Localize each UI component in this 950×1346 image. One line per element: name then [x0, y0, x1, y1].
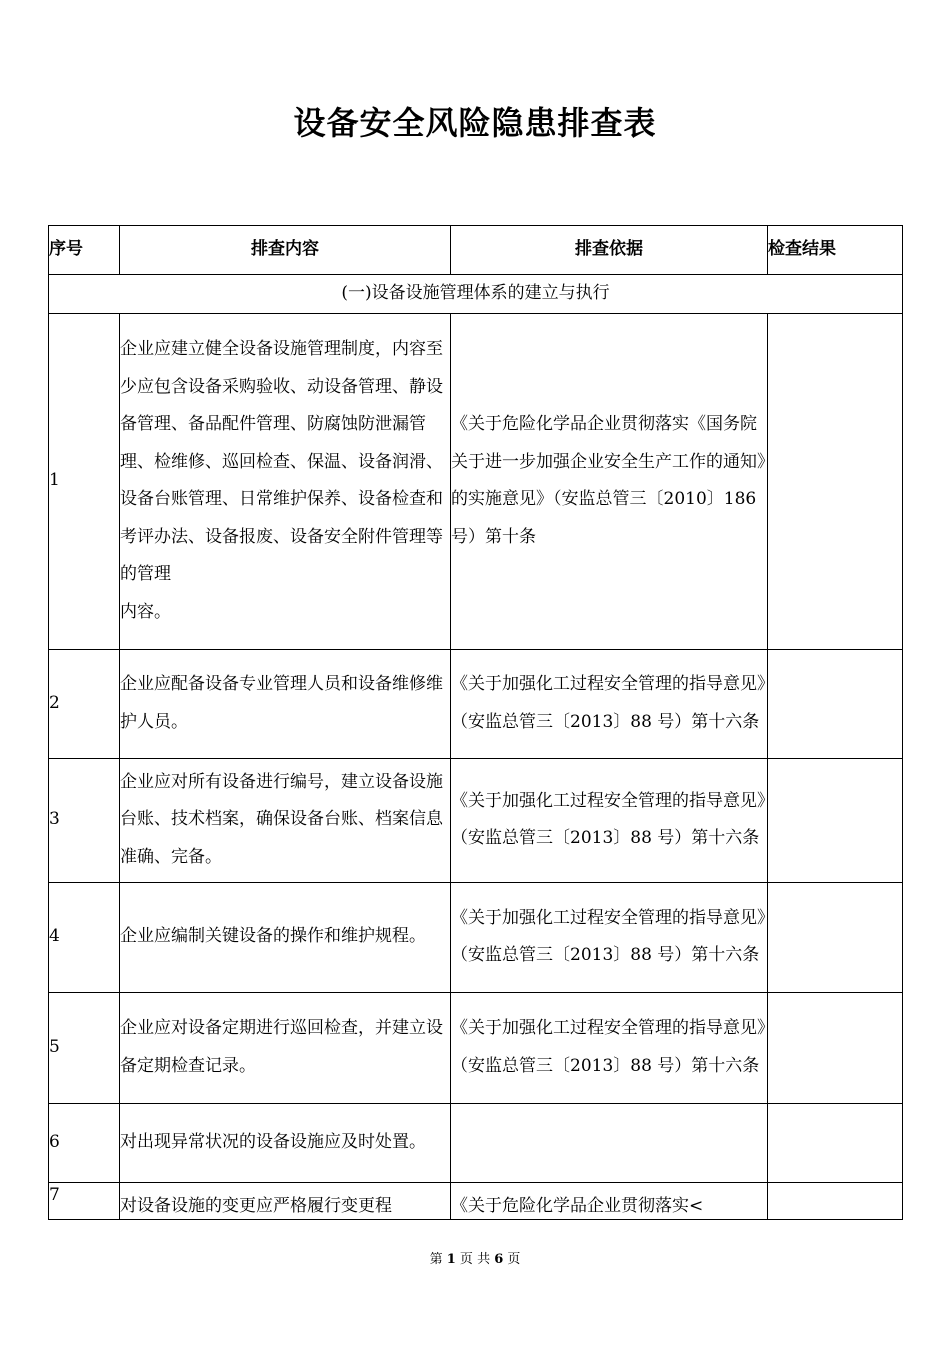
- row-result[interactable]: [768, 882, 903, 992]
- row-number: 2: [49, 649, 120, 758]
- row-result[interactable]: [768, 992, 903, 1103]
- row-number: 1: [49, 313, 120, 649]
- row-number: 5: [49, 992, 120, 1103]
- footer-mid2: 共: [477, 1252, 491, 1267]
- footer-total-pages: 6: [494, 1252, 504, 1267]
- row-basis: 《关于危险化学品企业贯彻落实《国务院关于进一步加强企业安全生产工作的通知》的实施意见》（安监总管三〔2010〕186 号）第十条: [451, 313, 768, 649]
- header-no: 序号: [49, 226, 120, 275]
- row-result[interactable]: [768, 758, 903, 882]
- row-number: 7: [49, 1182, 120, 1219]
- row-content: 对出现异常状况的设备设施应及时处置。: [120, 1103, 451, 1182]
- row-number: 6: [49, 1103, 120, 1182]
- header-result: 检查结果: [768, 226, 903, 275]
- table-row: [49, 313, 903, 649]
- footer-page-number: 1: [446, 1252, 456, 1267]
- row-basis: [451, 1103, 768, 1182]
- row-basis: 《关于加强化工过程安全管理的指导意见》（安监总管三〔2013〕88 号）第十六条: [451, 758, 768, 882]
- table-header-row: [49, 226, 903, 275]
- page-footer: [0, 1248, 950, 1267]
- footer-mid1: 页: [459, 1252, 473, 1267]
- section-row: [49, 275, 903, 314]
- row-number: 4: [49, 882, 120, 992]
- row-content: 企业应建立健全设备设施管理制度，内容至少应包含设备采购验收、动设备管理、静设备管理、备品配件管理、防腐蚀防泄漏管理、检维修、巡回检查、保温、设备润滑、设备台账管理、日常维护保养、设备检查和考评办法、设备报废、设备安全附件管理等的管理 内容。: [120, 313, 451, 649]
- footer-suffix: 页: [507, 1252, 521, 1267]
- inspection-table: [48, 225, 903, 1220]
- row-result[interactable]: [768, 1182, 903, 1219]
- row-content: 企业应配备设备专业管理人员和设备维修维护人员。: [120, 649, 451, 758]
- table-row: [49, 882, 903, 992]
- footer-prefix: 第: [429, 1252, 443, 1267]
- table-row: [49, 649, 903, 758]
- section-title: (一)设备设施管理体系的建立与执行: [49, 275, 903, 314]
- row-content: 企业应对所有设备进行编号，建立设备设施台账、技术档案，确保设备台账、档案信息准确、完备。: [120, 758, 451, 882]
- header-basis: 排查依据: [451, 226, 768, 275]
- row-content: 对设备设施的变更应严格履行变更程: [120, 1182, 451, 1219]
- table-row: [49, 1103, 903, 1182]
- row-content: 企业应编制关键设备的操作和维护规程。: [120, 882, 451, 992]
- table-row: [49, 1182, 903, 1219]
- row-content: 企业应对设备定期进行巡回检查，并建立设备定期检查记录。: [120, 992, 451, 1103]
- page-title: 设备安全风险隐患排查表: [293, 104, 657, 142]
- row-basis: 《关于加强化工过程安全管理的指导意见》（安监总管三〔2013〕88 号）第十六条: [451, 649, 768, 758]
- row-basis: 《关于加强化工过程安全管理的指导意见》（安监总管三〔2013〕88 号）第十六条: [451, 882, 768, 992]
- header-content: 排查内容: [120, 226, 451, 275]
- row-basis: 《关于危险化学品企业贯彻落实<: [451, 1182, 768, 1219]
- table-row: [49, 992, 903, 1103]
- row-result[interactable]: [768, 649, 903, 758]
- table-row: [49, 758, 903, 882]
- row-number: 3: [49, 758, 120, 882]
- row-result[interactable]: [768, 1103, 903, 1182]
- row-basis: 《关于加强化工过程安全管理的指导意见》（安监总管三〔2013〕88 号）第十六条: [451, 992, 768, 1103]
- row-result[interactable]: [768, 313, 903, 649]
